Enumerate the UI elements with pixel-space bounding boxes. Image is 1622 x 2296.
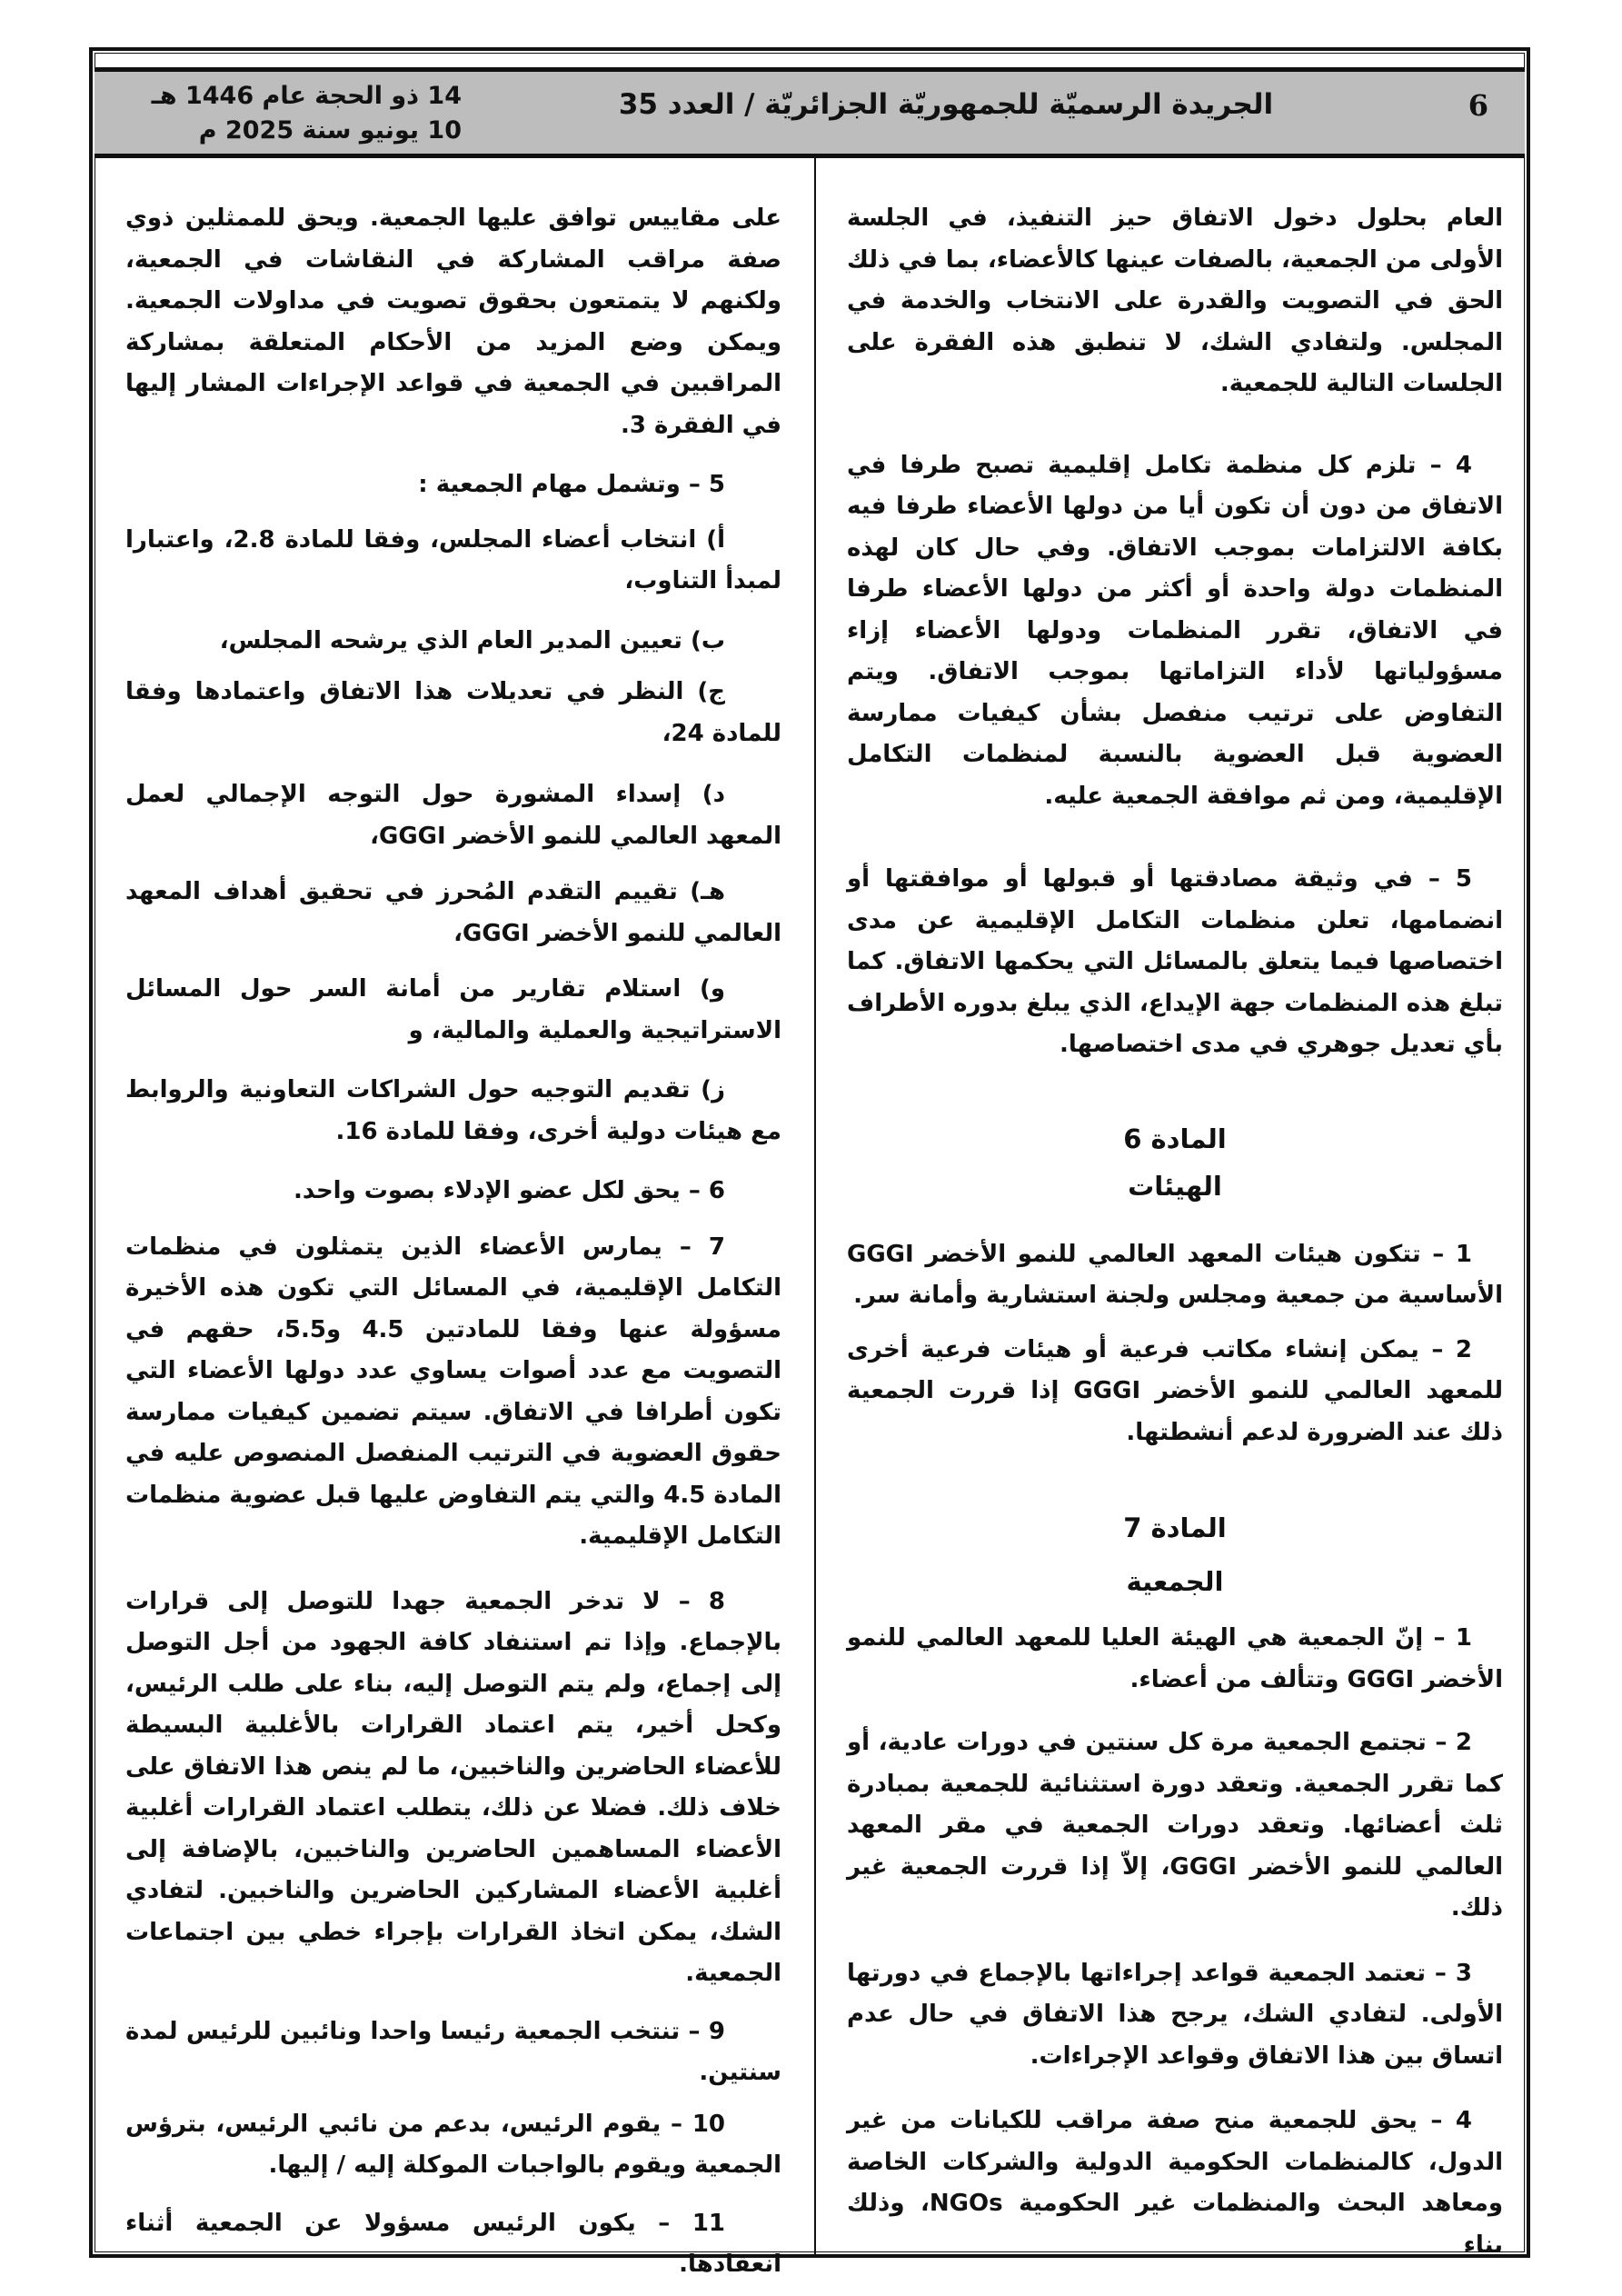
list-item: هـ) تقييم التقدم المُحرز في تحقيق أهداف المعهد العالمي للنمو الأخضر GGGI، — [125, 878, 781, 947]
article-6-title: الهيئات — [1128, 1170, 1222, 1202]
list-item: ز) تقديم التوجيه حول الشراكات التعاونية والروابط مع هيئات دولية أخرى، وفقا للمادة 16. — [125, 1076, 781, 1145]
paragraph: 8 – لا تدخر الجمعية جهدا للتوصل إلى قرارات بالإجماع. وإذا تم استنفاد كافة الجهود من أجل التوصل إلى إجماع، ولم يتم التوصل إليه، بناء على طلب الرئيس، وكحل أخير، يتم اعتماد القرارات بالأغلبية البسيطة للأعضاء الحاضرين والناخبين، ما لم ينص هذا الاتفاق على خلاف ذلك. فضلا عن ذلك، يتطلب اعتماد القرارات أغلبية الأعضاء المساهمين الحاضرين والناخبين، بالإضافة إلى أغلبية الأعضاء المشاركين الحاضرين والناخبين. لتفادي الشك، يمكن اتخاذ القرارات بإجراء خطي بين اجتماعات الجمعية. — [125, 1587, 781, 1987]
paragraph: على مقاييس توافق عليها الجمعية. ويحق للممثلين ذوي صفة مراقب المشاركة في النقاشات في الجمعية، ولكنهم لا يتمتعون بحقوق تصويت في مداولات الجمعية. ويمكن وضع المزيد من الأحكام المتعلقة بمشاركة المراقبين في الجمعية في قواعد الإجراءات المشار إليها في الفقرة 3. — [125, 205, 781, 439]
left-column — [125, 198, 781, 2286]
list-item: ب) تعيين المدير العام الذي يرشحه المجلس، — [219, 626, 725, 654]
gazette-header — [95, 67, 1525, 158]
page-number: 6 — [1468, 88, 1488, 123]
paragraph: العام بحلول دخول الاتفاق حيز التنفيذ، في الجلسة الأولى من الجمعية، بالصفات عينها كالأعضاء، بما في ذلك الحق في التصويت والقدرة على الانتخاب والخدمة في المجلس. ولتفادي الشك، لا تنطبق هذه الفقرة على الجلسات التالية للجمعية. — [847, 205, 1503, 397]
paragraph: 7 – يمارس الأعضاء الذين يتمثلون في منظمات التكامل الإقليمية، في المسائل التي تكون هذه الأخيرة مسؤولة عنها وفقا للمادتين 4.5 و5.5، حقهم في التصويت مع عدد أصوات يساوي عدد دولها الأعضاء التي تكون أطرافا في الاتفاق. سيتم تضمين كيفيات ممارسة حقوق العضوية في الترتيب المنفصل المنصوص عليه في المادة 4.5 والتي يتم التفاوض عليها قبل عضوية منظمات التكامل الإقليمية. — [125, 1233, 781, 1550]
article-6-number: المادة 6 — [1123, 1123, 1227, 1154]
date-gregorian: 10 يونيو سنة 2025 م — [198, 116, 462, 145]
list-item: أ) انتخاب أعضاء المجلس، وفقا للمادة 2.8، واعتبارا لمبدأ التناوب، — [125, 525, 781, 594]
gazette-title: الجريدة الرسميّة للجمهوريّة الجزائريّة / العدد 35 — [618, 88, 1274, 121]
paragraph: 3 – تعتمد الجمعية قواعد إجراءاتها بالإجماع في دورتها الأولى. لتفادي الشك، يرجح هذا الاتفاق في حال عدم اتساق بين هذا الاتفاق وقواعد الإجراءات. — [847, 1959, 1503, 2070]
article-7-number: المادة 7 — [1123, 1512, 1227, 1543]
paragraph: 5 – في وثيقة مصادقتها أو قبولها أو موافقتها أو انضمامها، تعلن منظمات التكامل الإقليمية عن مدى اختصاصها فيما يتعلق بالمسائل التي يحكمها الاتفاق. كما تبلغ هذه المنظمات جهة الإيداع، الذي يبلغ بدوره الأطراف بأي تعديل جوهري في مدى اختصاصها. — [847, 865, 1503, 1058]
paragraph: 10 – يقوم الرئيس، بدعم من نائبي الرئيس، بترؤس الجمعية ويقوم بالواجبات الموكلة إليه / إليها. — [125, 2110, 781, 2179]
paragraph: 4 – تلزم كل منظمة تكامل إقليمية تصبح طرفا في الاتفاق من دون أن تكون أيا من دولها الأعضاء طرفا فيه بكافة الالتزامات بموجب الاتفاق. وفي حال كان لهذه المنظمات دولة واحدة أو أكثر من دولها الأعضاء طرفا في الاتفاق، تقرر المنظمات ودولها الأعضاء إزاء مسؤولياتها لأداء التزاماتها بموجب الاتفاق. ويتم التفاوض على ترتيب منفصل بشأن كيفيات ممارسة العضوية قبل العضوية بالنسبة لمنظمات التكامل الإقليمية، ومن ثم موافقة الجمعية عليه. — [847, 451, 1503, 810]
list-item: و) استلام تقارير من أمانة السر حول المسائل الاستراتيجية والعملية والمالية، و — [125, 975, 781, 1044]
date-hijri: 14 ذو الحجة عام 1446 هـ — [151, 82, 462, 110]
paragraph: 5 – وتشمل مهام الجمعية : — [418, 471, 725, 498]
paragraph: 9 – تنتخب الجمعية رئيسا واحدا ونائبين للرئيس لمدة سنتين. — [125, 2017, 781, 2086]
list-item: د) إسداء المشورة حول التوجه الإجمالي لعمل المعهد العالمي للنمو الأخضر GGGI، — [125, 781, 781, 850]
paragraph: 4 – يحق للجمعية منح صفة مراقب للكيانات من غير الدول، كالمنظمات الحكومية الدولية والشركات الخاصة ومعاهد البحث والمنظمات غير الحكومية NGOs، وذلك بناء — [847, 2107, 1503, 2259]
paragraph: 11 – يكون الرئيس مسؤولا عن الجمعية أثناء انعقادها. — [125, 2209, 781, 2278]
issue-date — [134, 79, 462, 148]
list-item: ج) النظر في تعديلات هذا الاتفاق واعتمادها وفقا للمادة 24، — [125, 678, 781, 747]
paragraph: 1 – تتكون هيئات المعهد العالمي للنمو الأخضر GGGI الأساسية من جمعية ومجلس ولجنة استشارية وأمانة سر. — [847, 1240, 1503, 1309]
right-column — [847, 198, 1503, 2266]
article-7-title: الجمعية — [1126, 1566, 1224, 1597]
paragraph: 2 – تجتمع الجمعية مرة كل سنتين في دورات عادية، أو كما تقرر الجمعية. وتعقد دورة استثنائية للجمعية بمبادرة ثلث أعضائها. وتعقد دورات الجمعية في مقر المعهد العالمي للنمو الأخضر GGGI، إلاّ إذا قررت الجمعية غير ذلك. — [847, 1729, 1503, 1922]
column-divider — [814, 158, 816, 2254]
paragraph: 2 – يمكن إنشاء مكاتب فرعية أو هيئات فرعية أخرى للمعهد العالمي للنمو الأخضر GGGI إذا قررت الجمعية ذلك عند الضرورة لدعم أنشطتها. — [847, 1335, 1503, 1446]
paragraph: 1 – إنّ الجمعية هي الهيئة العليا للمعهد العالمي للنمو الأخضر GGGI وتتألف من أعضاء. — [847, 1624, 1503, 1693]
paragraph: 6 – يحق لكل عضو الإدلاء بصوت واحد. — [294, 1177, 725, 1204]
